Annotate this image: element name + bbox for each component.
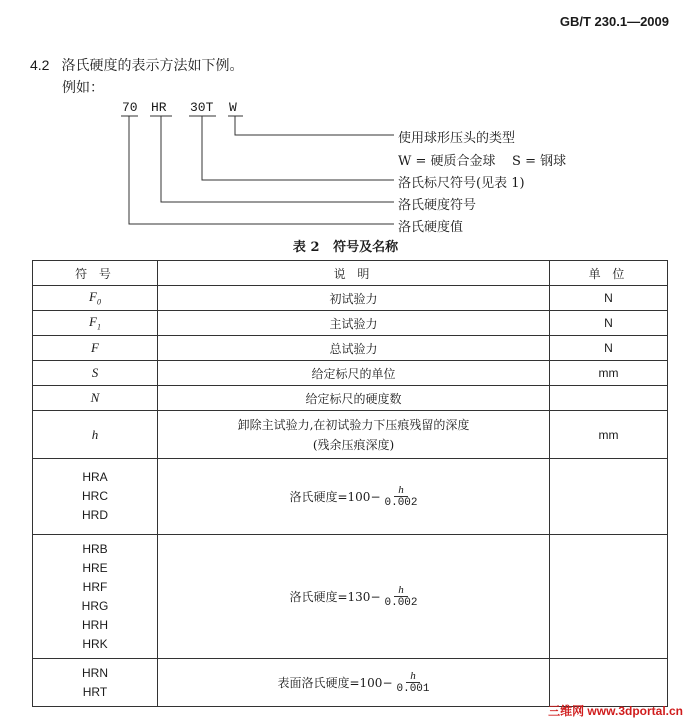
fraction-numerator: h [406,670,420,683]
table-row [33,286,668,311]
formula-cell [158,459,550,535]
unit-cell [550,459,668,535]
table-row [33,535,668,659]
fraction-numerator: h [394,484,408,497]
leader-value [129,116,394,224]
unit-cell: N [550,311,668,336]
description-cell [158,411,550,459]
symbols-table [32,260,668,707]
description-cell: 初试验力 [158,286,550,311]
table-header-row [33,261,668,286]
unit-cell: mm [550,411,668,459]
formula-prefix: 洛氏硬度=130− [289,590,381,604]
example-label: 例如： [62,80,104,96]
desc-hardness-value: 洛氏硬度值 [398,220,464,235]
hardness-formula [289,584,417,609]
header-description: 说 明 [158,261,550,286]
formula-fraction [397,670,430,695]
scale-symbol: HRN [82,665,108,680]
desc-hr-symbol: 洛氏硬度符号 [398,198,477,213]
table-row [33,311,668,336]
formula-fraction [385,484,418,509]
description-cell: 主试验力 [158,311,550,336]
hardness-formula [277,670,429,695]
unit-cell [550,386,668,411]
scale-list-cell [33,659,158,707]
formula-prefix: 洛氏硬度=100− [289,490,381,504]
example-indenter: W [229,100,237,115]
table-row [33,361,668,386]
example-hr-symbol: HR [151,100,167,115]
description-cell: 总试验力 [158,336,550,361]
table-row [33,386,668,411]
formula-prefix: 表面洛氏硬度=100− [277,676,393,690]
scale-list-cell [33,535,158,659]
standard-number: GB/T 230.1—2009 [559,14,669,29]
section-text: 洛氏硬度的表示方法如下例。 [61,58,244,74]
symbol-cell: S [33,361,158,386]
symbol-cell: N [33,386,158,411]
example-value: 70 [122,100,138,115]
fraction-denominator: 0.002 [384,597,418,609]
scale-symbol: HRC [82,489,108,503]
scale-symbol: HRG [81,598,109,613]
unit-cell [550,659,668,707]
scale-symbol: HRA [82,470,108,484]
example-scale: 30T [190,100,214,115]
scale-symbol: HRD [82,508,108,522]
leader-scale [202,116,394,180]
table-row [33,411,668,459]
unit-cell [550,535,668,659]
description-line: 卸除主试验力,在初试验力下压痕残留的深度 [237,417,470,432]
fraction-denominator: 0.002 [384,497,418,509]
scale-symbol: HRB [82,541,108,556]
unit-cell: N [550,286,668,311]
desc-ball-material: W = 硬质合金球 S = 钢球 [398,154,567,169]
table-row [33,659,668,707]
description-line: (残余压痕深度) [312,437,395,452]
hardness-formula [289,484,417,509]
leader-hr [161,116,394,202]
scale-symbol: HRK [82,636,108,651]
formula-fraction [385,584,418,609]
formula-cell [158,659,550,707]
scale-symbol: HRT [82,684,108,699]
symbol-cell: $F_1$ [33,311,158,336]
scale-symbol: HRF [82,579,108,594]
leader-indenter [235,116,394,135]
symbol-cell: $F_0$ [33,286,158,311]
table-row [33,336,668,361]
fraction-numerator: h [394,584,408,597]
scale-symbol: HRH [82,617,108,632]
watermark: 三维网 www.3dportal.cn [548,704,683,718]
scale-symbol: HRE [82,560,108,575]
formula-cell [158,535,550,659]
unit-cell: N [550,336,668,361]
table-title: 表 2 符号及名称 [292,240,399,255]
desc-indenter-type: 使用球形压头的类型 [398,131,516,146]
table-row [33,459,668,535]
header-unit: 单 位 [550,261,668,286]
header-symbol: 符 号 [33,261,158,286]
scale-list-cell [33,459,158,535]
fraction-denominator: 0.001 [396,683,430,695]
section-number: 4.2 [30,57,50,73]
description-cell: 给定标尺的单位 [158,361,550,386]
unit-cell: mm [550,361,668,386]
example-leader-lines [0,0,691,260]
symbol-cell: h [33,411,158,459]
description-cell: 给定标尺的硬度数 [158,386,550,411]
symbol-cell: F [33,336,158,361]
desc-scale-symbol: 洛氏标尺符号(见表 1) [398,176,525,191]
